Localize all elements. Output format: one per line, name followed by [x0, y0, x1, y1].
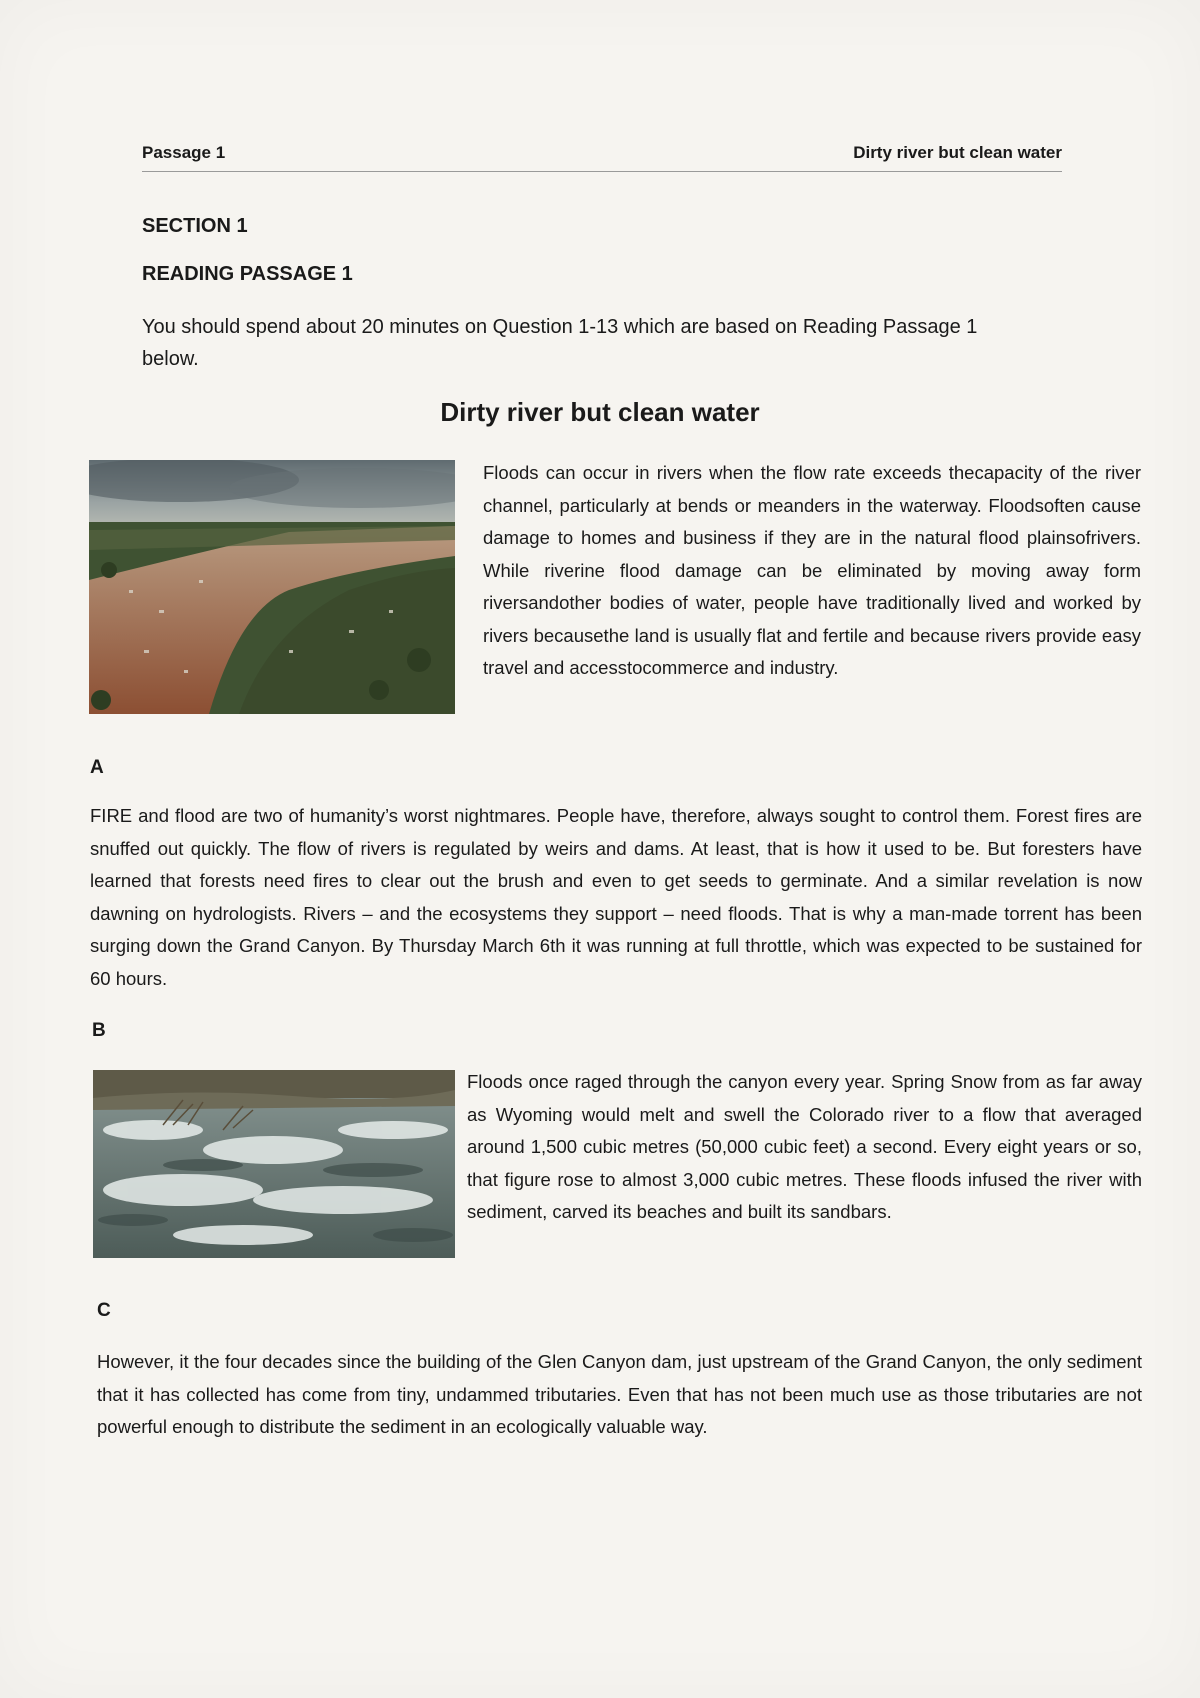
section-heading: SECTION 1: [142, 215, 248, 237]
paragraph-a: FIRE and flood are two of humanity’s worst nightmares. People have, therefore, always sought to control them. Forest fires are snuffed out quickly. The flow of rivers is regulated by weirs and dams. At least, that is how it used to be. But foresters have learned that forests need fires to clear out the brush and even to get seeds to germinate. And a similar revelation is now dawning on hydrologists. Rivers – and the ecosystems they support – need floods. That is why a man-made torrent has been surging down the Grand Canyon. By Thursday March 6th it was running at full throttle, which was expected to be sustained for 60 hours.: [90, 805, 1142, 989]
section-letter-c: C: [97, 1300, 111, 1321]
instructions-text: You should spend about 20 minutes on Question 1-13 which are based on Reading Passage 1 below.: [142, 316, 978, 370]
header-passage-number: Passage 1: [142, 143, 226, 162]
rapids-photo-drawing: [93, 1070, 455, 1258]
passage-title-text: Dirty river but clean water: [440, 397, 760, 427]
running-header: [142, 143, 1062, 172]
reading-passage-heading: READING PASSAGE 1: [142, 263, 353, 285]
section-letter-a: A: [90, 757, 104, 778]
rapids-photo: [93, 1070, 455, 1258]
flooded-river-photo: [89, 460, 455, 714]
intro-paragraph: Floods can occur in rivers when the flow rate exceeds thecapacity of the river channel, particularly at bends or meanders in the waterway. Floodsoften cause damage to homes and business if they are in the natural flood plainsofrivers. While riverine flood damage can be eliminated by moving away form riversandother bodies of water, people have traditionally lived and worked by rivers becausethe land is usually flat and fertile and because rivers provide easy travel and accesstocommerce and industry.: [483, 462, 1141, 678]
passage-title: [0, 397, 1200, 428]
flooded-river-photo-drawing: [89, 460, 455, 714]
paragraph-b: Floods once raged through the canyon every year. Spring Snow from as far away as Wyoming would melt and swell the Colorado river to a flow that averaged around 1,500 cubic metres (50,000 cubic feet) a second. Every eight years or so, that figure rose to almost 3,000 cubic metres. These floods infused the river with sediment, carved its beaches and built its sandbars.: [467, 1071, 1142, 1222]
section-letter-b: B: [92, 1020, 106, 1041]
paragraph-c: However, it the four decades since the building of the Glen Canyon dam, just upstream of the Grand Canyon, the only sediment that it has collected has come from tiny, undammed tributaries. Even that has not been much use as those tributaries are not powerful enough to distribute the sediment in an ecologically valuable way.: [97, 1351, 1142, 1437]
header-passage-title: Dirty river but clean water: [853, 143, 1062, 162]
